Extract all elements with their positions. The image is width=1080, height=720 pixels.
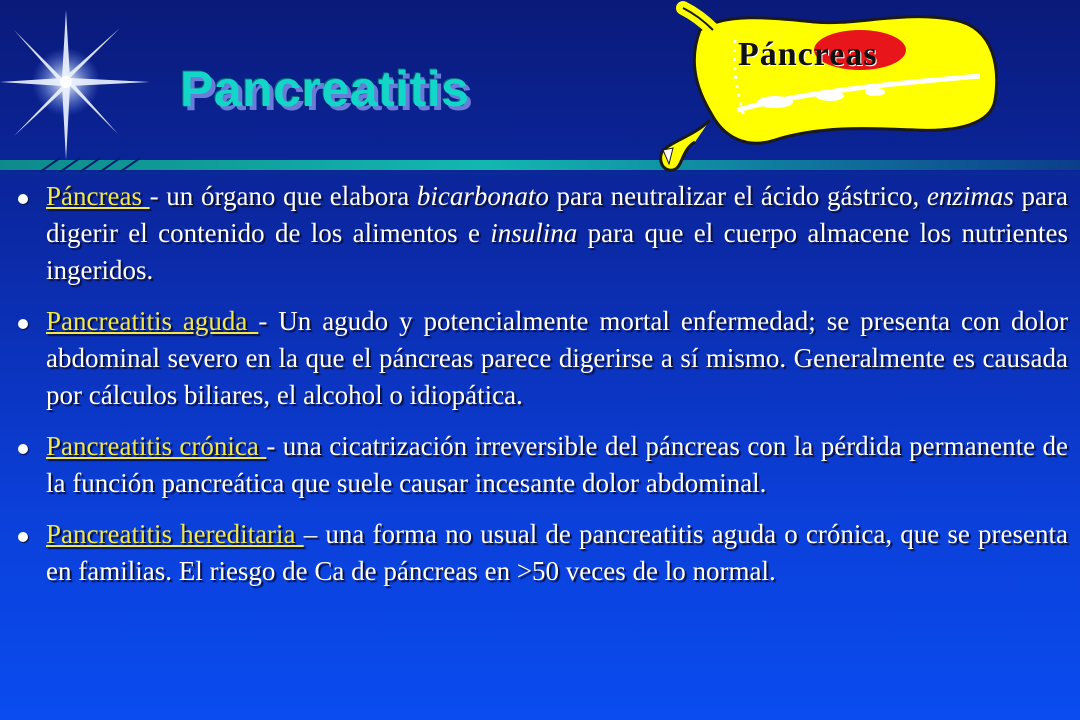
bullet-text: - un órgano que elabora bbox=[149, 181, 417, 211]
bullet-text: - una cicatrización irreversible del páncreas con la pérdida permanente de la función pancreática que suele causar incesante dolor abdominal. bbox=[46, 431, 1068, 498]
bullet-text-italic: bicarbonato bbox=[416, 181, 549, 211]
bullet-pancreatitis-hereditaria bbox=[18, 516, 1068, 590]
bullet-list bbox=[18, 178, 1068, 604]
bullet-dot-icon bbox=[18, 319, 28, 329]
bullet-text: - Un agudo y potencialmente mortal enfermedad; se presenta con dolor abdominal severo en la que el páncreas parece digerirse a sí mismo. Generalmente es causada por cálculos biliares, el alcohol o idiopática. bbox=[46, 306, 1068, 410]
bullet-dot-icon bbox=[18, 194, 28, 204]
pancreas-illustration bbox=[655, 0, 1080, 185]
term-pancreatitis-aguda[interactable]: Pancreatitis aguda bbox=[46, 306, 259, 336]
bullet-dot-icon bbox=[18, 444, 28, 454]
bullet-text: para digerir el contenido de los alimentos e bbox=[46, 181, 1068, 248]
bullet-pancreatitis-aguda bbox=[18, 303, 1068, 414]
term-pancreas[interactable]: Páncreas bbox=[46, 181, 150, 211]
bullet-text-italic: enzimas bbox=[926, 181, 1014, 211]
bullet-pancreas bbox=[18, 178, 1068, 289]
term-pancreatitis-cronica[interactable]: Pancreatitis crónica bbox=[46, 431, 267, 461]
bullet-text-italic: insulina bbox=[490, 218, 578, 248]
term-pancreatitis-hereditaria[interactable]: Pancreatitis hereditaria bbox=[46, 519, 304, 549]
bullet-text: – una forma no usual de pancreatitis aguda o crónica, que se presenta en familias. El riesgo de Ca de páncreas en >50 veces de lo normal. bbox=[46, 519, 1068, 586]
bullet-pancreatitis-cronica bbox=[18, 428, 1068, 502]
bullet-dot-icon bbox=[18, 532, 28, 542]
bullet-text: para que el cuerpo almacene los nutrientes ingeridos. bbox=[46, 218, 1068, 285]
bullet-text: para neutralizar el ácido gástrico, bbox=[548, 181, 927, 211]
slide-title: Pancreatitis bbox=[180, 61, 470, 117]
pancreas-label: Páncreas bbox=[738, 36, 878, 73]
